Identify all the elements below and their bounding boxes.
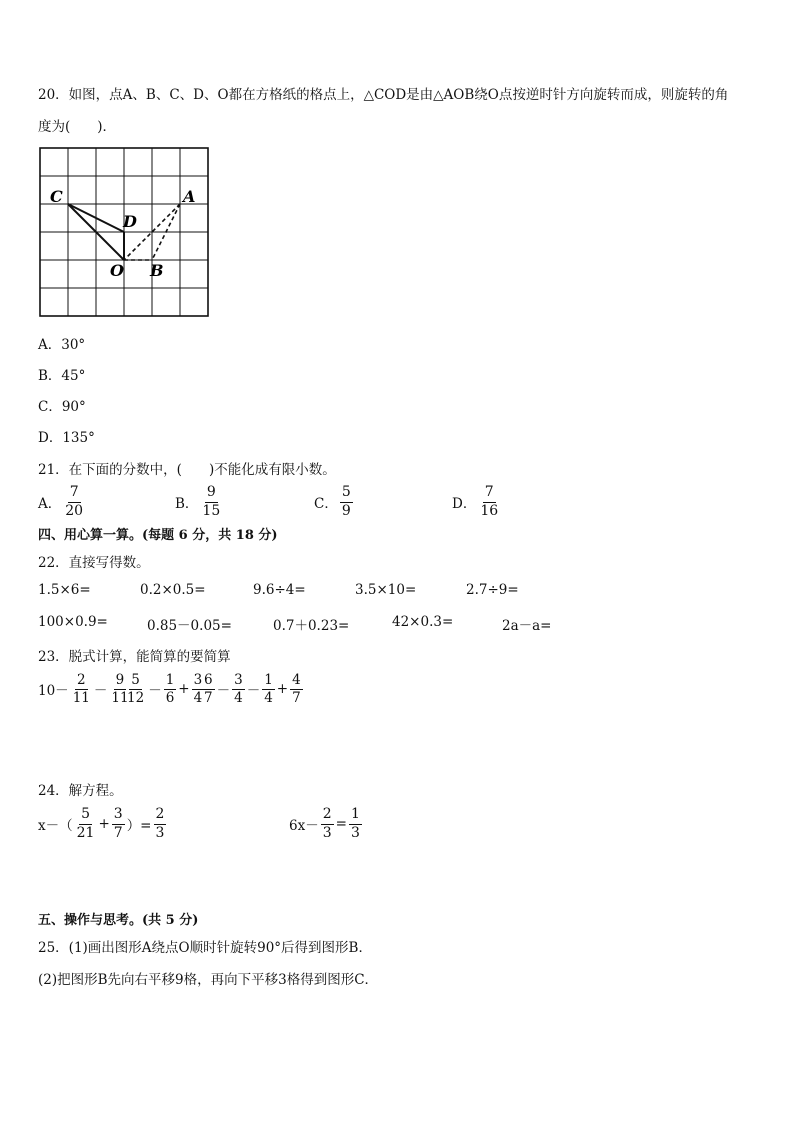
q20-option-a: A．30°: [38, 337, 86, 353]
q21-option-label: C．: [314, 496, 338, 512]
numerator: 2: [321, 806, 334, 825]
q21-option-label: A．: [38, 496, 62, 512]
section4-title: 四、用心算一算。(每题 6 分，共 18 分): [38, 528, 278, 543]
denominator: 16: [480, 502, 499, 519]
numerator: 1: [349, 806, 362, 825]
q22-r2-c5: 2a－a=: [502, 618, 552, 634]
equation-text: 6x－: [289, 818, 319, 834]
q22-r2-c3: 0.7＋0.23=: [273, 618, 350, 634]
q21-option-c: [314, 484, 355, 520]
q21-fraction: [478, 484, 500, 520]
fraction: [112, 806, 125, 842]
denominator: 7: [292, 689, 301, 706]
numerator: 2: [154, 806, 167, 825]
point-b-label: B: [150, 261, 164, 280]
operator: －: [246, 683, 261, 700]
numerator: 5: [131, 672, 140, 688]
point-a-label: A: [183, 187, 196, 206]
q24-equation-2: [289, 806, 364, 842]
operator: +: [178, 681, 190, 698]
q22-r2-c1: 100×0.9=: [38, 614, 108, 630]
fraction: [349, 806, 362, 842]
fraction: [321, 806, 334, 842]
fraction: [71, 672, 92, 707]
numerator: 7: [68, 484, 81, 503]
denominator: 21: [76, 824, 95, 841]
numerator: 3: [193, 672, 203, 688]
denominator: 7: [113, 824, 123, 841]
q20-stem-line2: 度为( )．: [38, 119, 117, 135]
q24-stem: 24．解方程。: [38, 783, 123, 799]
equation-text: =: [335, 816, 347, 832]
denominator: 11: [111, 689, 129, 706]
q22-r1-c4: 3.5×10=: [355, 582, 417, 598]
operator: －: [93, 683, 108, 700]
denominator: 6: [165, 689, 175, 706]
fraction: [154, 806, 167, 842]
fraction: [202, 672, 215, 707]
denominator: 12: [127, 689, 145, 706]
denominator: 3: [155, 824, 165, 841]
q22-r1-c1: 1.5×6=: [38, 582, 91, 598]
equation-text: x－（: [38, 818, 73, 834]
operator: －: [148, 683, 162, 700]
numerator: 5: [79, 806, 92, 825]
operator: －: [216, 683, 231, 700]
numerator: 2: [76, 672, 86, 688]
q22-r1-c2: 0.2×0.5=: [140, 582, 206, 598]
numerator: 7: [483, 484, 496, 503]
expr-text: 10－: [38, 683, 69, 700]
point-d-label: D: [123, 212, 137, 231]
denominator: 9: [341, 502, 351, 519]
denominator: 7: [204, 689, 213, 706]
numerator: 3: [112, 806, 125, 825]
fraction: [232, 672, 245, 707]
numerator: 1: [165, 672, 175, 688]
q25-line1: 25．(1)画出图形A绕点O顺时针旋转90°后得到图形B．: [38, 940, 372, 956]
q20-option-c: C．90°: [38, 399, 86, 415]
operator: +: [276, 681, 289, 698]
denominator: 4: [234, 689, 243, 706]
q23-expression-1: [38, 672, 133, 707]
q25-line2: (2)把图形B先向右平移9格，再向下平移3格得到图形C．: [38, 972, 379, 988]
q24-equation-1: [38, 806, 168, 842]
fraction: [125, 672, 146, 707]
section5-title: 五、操作与思考。(共 5 分): [38, 913, 199, 928]
q22-stem: 22．直接写得数。: [38, 555, 150, 571]
q20-option-d: D．135°: [38, 430, 95, 446]
q23-expression-3: [200, 672, 305, 707]
numerator: 6: [204, 672, 213, 688]
numerator: 9: [205, 484, 218, 503]
numerator: 9: [115, 672, 125, 688]
q22-r1-c3: 9.6÷4=: [253, 582, 306, 598]
q21-stem: 21．在下面的分数中，( )不能化成有限小数。: [38, 462, 336, 478]
denominator: 3: [322, 824, 332, 841]
numerator: 3: [234, 672, 243, 688]
point-o-label: O: [110, 261, 124, 280]
q21-option-a: [38, 484, 87, 520]
denominator: 4: [193, 689, 203, 706]
q21-fraction: [63, 484, 85, 520]
q22-r1-c5: 2.7÷9=: [466, 582, 519, 598]
numerator: 1: [264, 672, 273, 688]
q21-option-label: D．: [452, 496, 477, 512]
q21-fraction: [340, 484, 353, 520]
q20-option-b: B．45°: [38, 368, 86, 384]
operator: +: [98, 816, 110, 832]
denominator: 15: [202, 502, 221, 519]
q22-r2-c2: 0.85－0.05=: [147, 618, 232, 634]
denominator: 11: [72, 689, 90, 706]
point-c-label: C: [50, 187, 63, 206]
q21-option-d: [452, 484, 502, 520]
equation-text: ）=: [126, 818, 152, 834]
denominator: 3: [350, 824, 360, 841]
q21-fraction: [200, 484, 222, 520]
denominator: 20: [65, 502, 84, 519]
q23-expression-2: [123, 672, 206, 707]
fraction: [75, 806, 97, 842]
q20-stem-line1: 20．如图，点A、B、C、D、O都在方格纸的格点上，△COD是由△AOB绕O点按逆时针方向旋转而成，则旋转的角: [38, 87, 729, 103]
q21-option-b: [175, 484, 224, 520]
numerator: 5: [340, 484, 353, 503]
denominator: 4: [264, 689, 273, 706]
q20-grid-figure: [30, 140, 220, 325]
q21-option-label: B．: [175, 496, 199, 512]
numerator: 4: [292, 672, 301, 688]
q22-r2-c4: 42×0.3=: [392, 614, 454, 630]
fraction: [262, 672, 275, 707]
q23-stem: 23．脱式计算，能简算的要简算: [38, 649, 231, 665]
fraction: [164, 672, 177, 707]
fraction: [290, 672, 303, 707]
